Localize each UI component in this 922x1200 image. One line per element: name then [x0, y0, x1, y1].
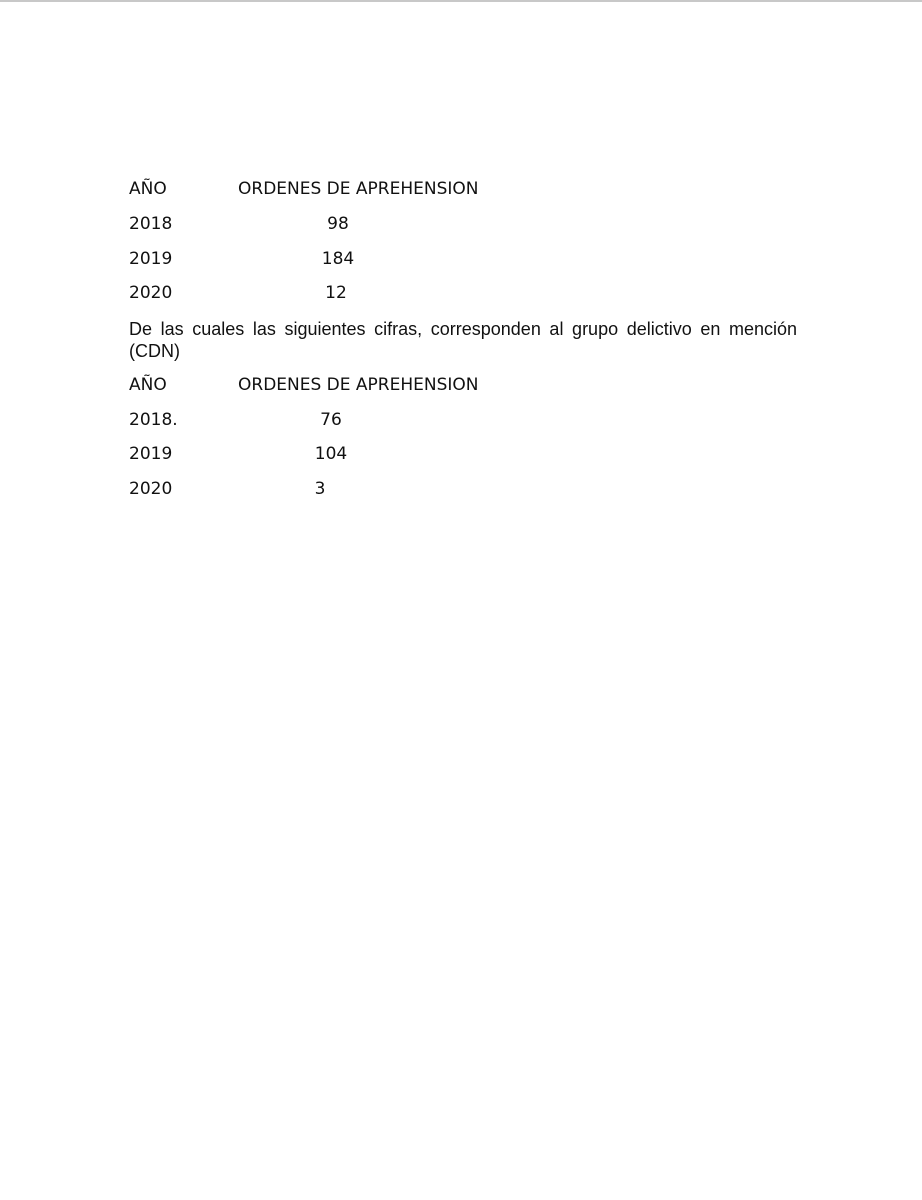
table2-row-year: 2020: [129, 479, 173, 499]
table1-row-value: 184: [321, 249, 355, 269]
table1-header-year: AÑO: [129, 179, 167, 199]
table2-header-year: AÑO: [129, 375, 167, 395]
table1-row-value: 12: [325, 283, 347, 303]
table1-row-year: 2018: [129, 214, 173, 234]
table2-row-value: 104: [314, 444, 348, 464]
table1-row-year: 2020: [129, 283, 173, 303]
table1-header-orders: ORDENES DE APREHENSION: [238, 179, 479, 199]
table2-row-year: 2018.: [129, 410, 178, 430]
cdn-paragraph: De las cuales las siguientes cifras, corresponden al grupo delictivo en mención (CDN): [129, 319, 797, 361]
page-top-border: [0, 0, 922, 2]
table2-row-year: 2019: [129, 444, 173, 464]
table2-row-value: 76: [320, 410, 342, 430]
table2-row-value: 3: [314, 479, 326, 499]
table1-row-value: 98: [327, 214, 349, 234]
table1-row-year: 2019: [129, 249, 173, 269]
table2-header-orders: ORDENES DE APREHENSION: [238, 375, 479, 395]
